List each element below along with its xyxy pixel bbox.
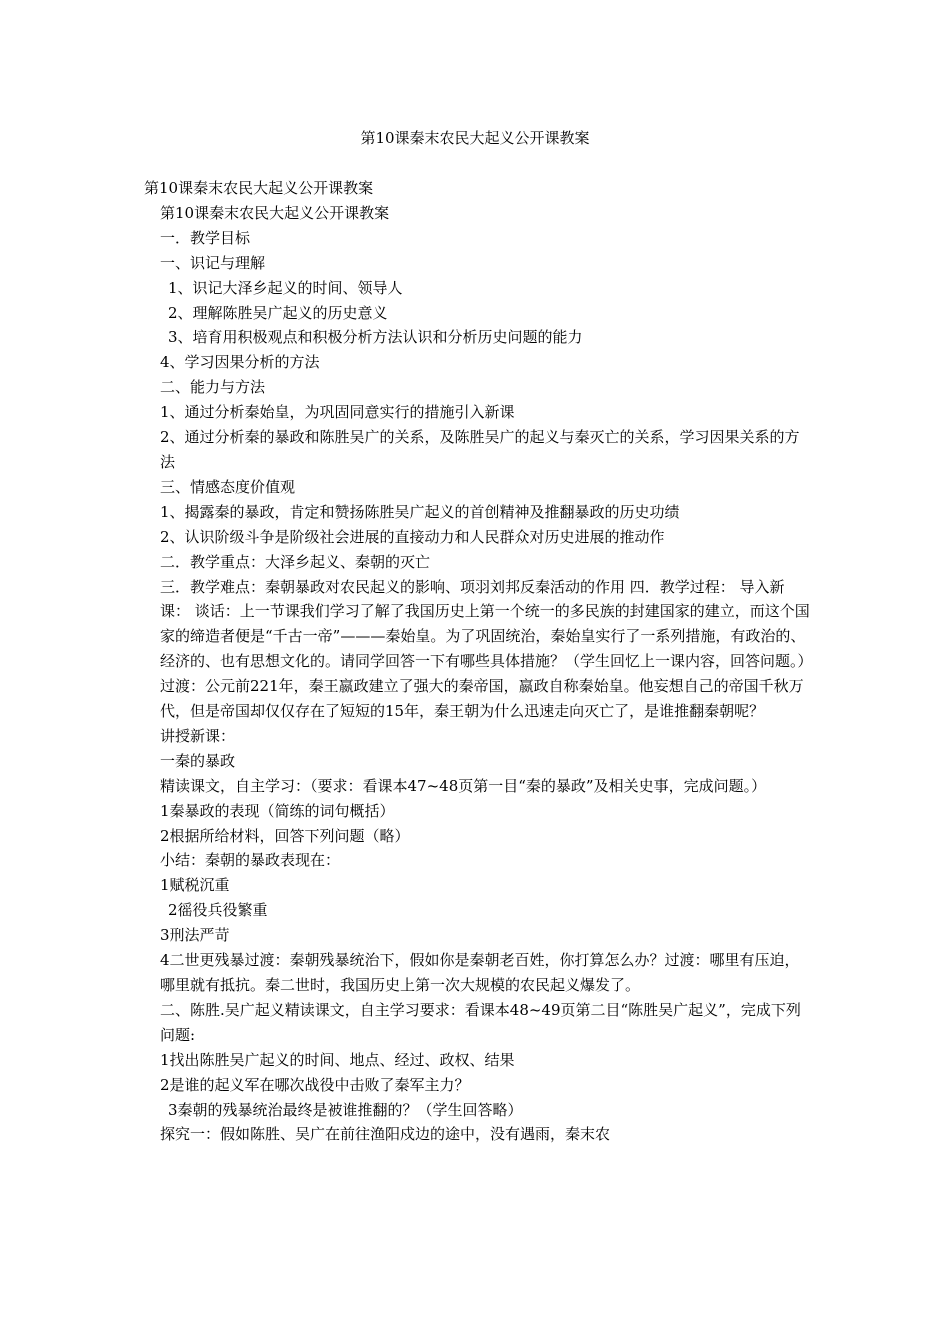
paragraph: 小结：秦朝的暴政表现在： — [160, 851, 341, 870]
paragraph: 1、通过分析秦始皇，为巩固同意实行的措施引入新课 — [160, 403, 515, 422]
paragraph: 3、培育用积极观点和积极分析方法认识和分析历史问题的能力 — [168, 328, 583, 347]
paragraph: 探究一：假如陈胜、吴广在前往渔阳戍边的途中，没有遇雨，秦末农 — [160, 1125, 611, 1144]
paragraph: 2根据所给材料，回答下列问题（略） — [160, 826, 410, 845]
document-body — [144, 176, 814, 1147]
paragraph: 4、学习因果分析的方法 — [160, 353, 320, 372]
paragraph: 1、揭露秦的暴政，肯定和赞扬陈胜吴广起义的首创精神及推翻暴政的历史功绩 — [160, 502, 680, 521]
paragraph: 1找出陈胜吴广起义的时间、地点、经过、政权、结果 — [160, 1050, 515, 1069]
paragraph: 二、陈胜.吴广起义精读课文，自主学习要求：看课本48~49页第二目“陈胜吴广起义”，完成下列问题: — [160, 1000, 801, 1044]
paragraph: 过渡：公元前221年，秦王嬴政建立了强大的秦帝国，嬴政自称秦始皇。他妄想自己的帝国千秋万代，但是帝国却仅仅存在了短短的15年，秦王朝为什么迅速走向灭亡了，是谁推翻秦朝呢？ — [160, 677, 804, 721]
document-title: 第10课秦末农民大起义公开课教案 — [360, 129, 590, 147]
paragraph: 2、理解陈胜吴广起义的历史意义 — [168, 303, 388, 322]
paragraph: 2徭役兵役繁重 — [168, 901, 268, 920]
paragraph: 二．教学重点：大泽乡起义、秦朝的灭亡 — [160, 552, 431, 571]
paragraph: 2是谁的起义军在哪次战役中击败了秦军主力？ — [160, 1075, 470, 1094]
paragraph: 讲授新课： — [160, 726, 236, 745]
paragraph: 三．教学难点：秦朝暴政对农民起义的影响、项羽刘邦反秦活动的作用 四．教学过程： 导入新课： 谈话：上一节课我们学习了解了我国历史上第一个统一的多民族的封建国家的建立，而这个国家的缔造者便是“千古一帝”———秦始皇。为了巩固统治，秦始皇实行了一系列措施，有政治的、经济的、也有思想文化的。请同学回答一下有哪些具体措施？（学生回忆上一课内容，回答问题。） — [160, 577, 813, 671]
paragraph: 一．教学目标 — [160, 228, 251, 247]
paragraph: 一秦的暴政 — [160, 751, 236, 770]
paragraph: 三、情感态度价值观 — [160, 477, 296, 496]
paragraph: 第10课秦末农民大起义公开课教案 — [160, 203, 390, 222]
paragraph: 1秦暴政的表现（简练的词句概括） — [160, 801, 395, 820]
paragraph: 3秦朝的残暴统治最终是被谁推翻的？（学生回答略） — [168, 1100, 523, 1119]
paragraph: 精读课文，自主学习：（要求：看课本47~48页第一目“秦的暴政”及相关史事，完成问题。） — [160, 776, 767, 795]
paragraph: 1赋税沉重 — [160, 876, 230, 895]
paragraph: 3刑法严苛 — [160, 926, 230, 945]
paragraph: 一、识记与理解 — [160, 253, 266, 272]
paragraph: 2、认识阶级斗争是阶级社会进展的直接动力和人民群众对历史进展的推动作 — [160, 527, 665, 546]
paragraph: 1、识记大泽乡起义的时间、领导人 — [168, 278, 403, 297]
paragraph: 二、能力与方法 — [160, 378, 266, 397]
paragraph: 2、通过分析秦的暴政和陈胜吴广的关系，及陈胜吴广的起义与秦灭亡的关系，学习因果关系的方法 — [160, 428, 800, 471]
paragraph: 4二世更残暴过渡：秦朝残暴统治下，假如你是秦朝老百姓，你打算怎么办？过渡：哪里有压迫，哪里就有抵抗。秦二世时，我国历史上第一次大规模的农民起义爆发了。 — [160, 951, 800, 994]
paragraph: 第10课秦末农民大起义公开课教案 — [144, 179, 374, 197]
